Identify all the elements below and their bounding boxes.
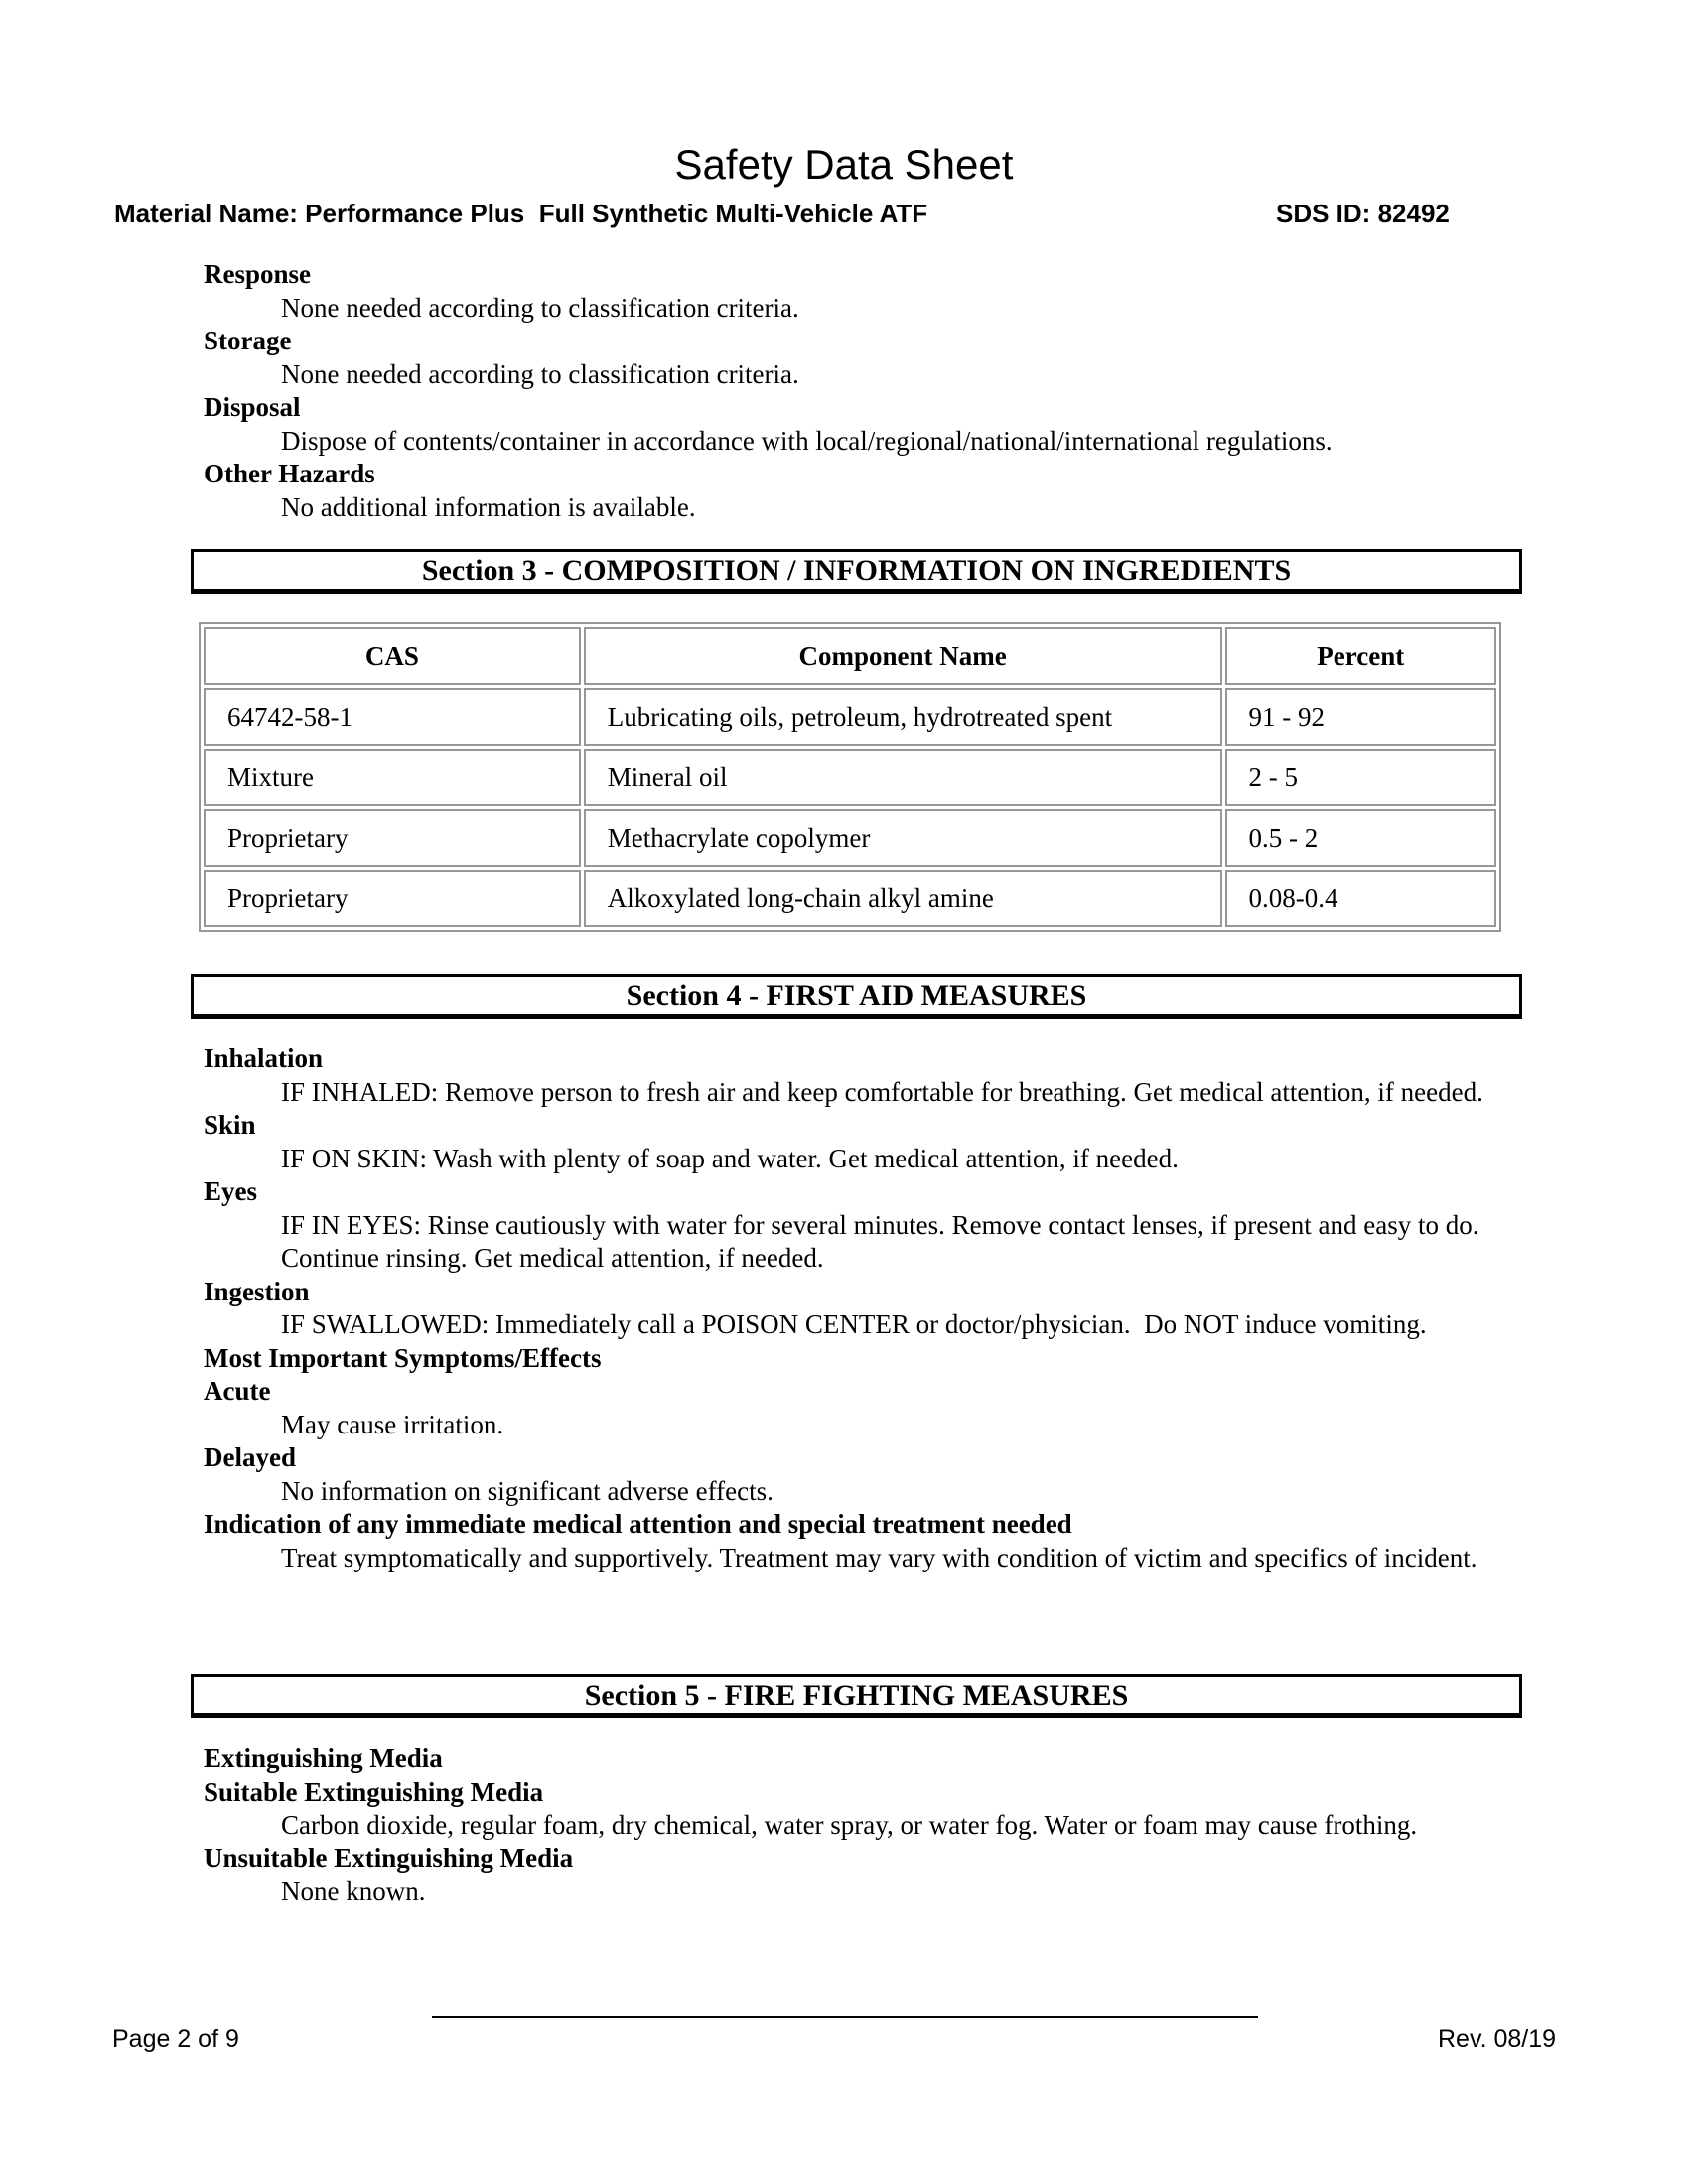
revision-label: Rev. 08/19 — [1438, 2025, 1557, 2053]
most-important-symptoms-label: Most Important Symptoms/Effects — [204, 1342, 602, 1373]
table-row — [204, 688, 1496, 746]
first-aid-block — [204, 1042, 1529, 1574]
suitable-extinguishing-media-text: Carbon dioxide, regular foam, dry chemical, water spray, or water fog. Water or foam may cause frothing. — [281, 1810, 1418, 1840]
composition-table — [199, 622, 1501, 932]
hazard-info-block — [204, 258, 1529, 524]
other-hazards-text: No additional information is available. — [281, 491, 696, 522]
cell-percent: 91 - 92 — [1225, 688, 1496, 746]
acute-label: Acute — [204, 1376, 271, 1406]
col-header-percent: Percent — [1225, 627, 1496, 685]
table-row — [204, 749, 1496, 806]
cell-component: Methacrylate copolymer — [584, 809, 1222, 867]
table-header-row — [204, 627, 1496, 685]
storage-label: Storage — [204, 326, 292, 355]
medical-attention-text: Treat symptomatically and supportively. Treatment may vary with condition of victim and specifics of incident. — [281, 1542, 1477, 1572]
response-text: None needed according to classification criteria. — [281, 292, 799, 323]
eyes-label: Eyes — [204, 1176, 257, 1206]
inhalation-text: IF INHALED: Remove person to fresh air and keep comfortable for breathing. Get medical attention, if needed. — [281, 1076, 1483, 1107]
response-label: Response — [204, 259, 312, 289]
cell-component: Mineral oil — [584, 749, 1222, 806]
ingestion-text: IF SWALLOWED: Immediately call a POISON CENTER or doctor/physician. Do NOT induce vomiting. — [281, 1309, 1427, 1339]
delayed-label: Delayed — [204, 1442, 296, 1472]
sds-id-line: SDS ID: 82492 — [1276, 199, 1450, 228]
section4-header: Section 4 - FIRST AID MEASURES — [191, 974, 1522, 1019]
other-hazards-label: Other Hazards — [204, 459, 375, 488]
table-row — [204, 809, 1496, 867]
col-header-cas: CAS — [204, 627, 581, 685]
disposal-text: Dispose of contents/container in accordance with local/regional/national/international regulations. — [281, 425, 1333, 456]
skin-text: IF ON SKIN: Wash with plenty of soap and water. Get medical attention, if needed. — [281, 1143, 1179, 1173]
storage-text: None needed according to classification criteria. — [281, 358, 799, 389]
acute-text: May cause irritation. — [281, 1409, 504, 1439]
cell-component: Lubricating oils, petroleum, hydrotreated spent — [584, 688, 1222, 746]
disposal-label: Disposal — [204, 392, 301, 422]
cell-cas: 64742-58-1 — [204, 688, 581, 746]
medical-attention-label: Indication of any immediate medical attention and special treatment needed — [204, 1509, 1072, 1539]
material-name-line: Material Name: Performance Plus Full Synthetic Multi-Vehicle ATF — [114, 199, 928, 228]
cell-cas: Proprietary — [204, 870, 581, 927]
cell-percent: 2 - 5 — [1225, 749, 1496, 806]
inhalation-label: Inhalation — [204, 1043, 324, 1073]
page-number: Page 2 of 9 — [112, 2025, 239, 2053]
cell-cas: Proprietary — [204, 809, 581, 867]
section3-header: Section 3 - COMPOSITION / INFORMATION ON INGREDIENTS — [191, 549, 1522, 594]
section5-header: Section 5 - FIRE FIGHTING MEASURES — [191, 1674, 1522, 1718]
fire-fighting-block — [204, 1742, 1529, 1909]
delayed-text: No information on significant adverse effects. — [281, 1475, 774, 1506]
unsuitable-extinguishing-media-text: None known. — [281, 1876, 426, 1906]
table-row — [204, 870, 1496, 927]
footer-divider-line — [432, 2016, 1258, 2018]
document-title: Safety Data Sheet — [674, 141, 1014, 188]
ingestion-label: Ingestion — [204, 1276, 310, 1306]
cell-percent: 0.08-0.4 — [1225, 870, 1496, 927]
eyes-text: IF IN EYES: Rinse cautiously with water for several minutes. Remove contact lenses, if present and easy to do. Continue rinsing. Get medical attention, if needed. — [281, 1209, 1486, 1273]
cell-component: Alkoxylated long-chain alkyl amine — [584, 870, 1222, 927]
cell-percent: 0.5 - 2 — [1225, 809, 1496, 867]
unsuitable-extinguishing-media-label: Unsuitable Extinguishing Media — [204, 1843, 574, 1873]
extinguishing-media-label: Extinguishing Media — [204, 1743, 443, 1773]
suitable-extinguishing-media-label: Suitable Extinguishing Media — [204, 1776, 544, 1807]
cell-cas: Mixture — [204, 749, 581, 806]
col-header-component-name: Component Name — [584, 627, 1222, 685]
skin-label: Skin — [204, 1110, 256, 1140]
